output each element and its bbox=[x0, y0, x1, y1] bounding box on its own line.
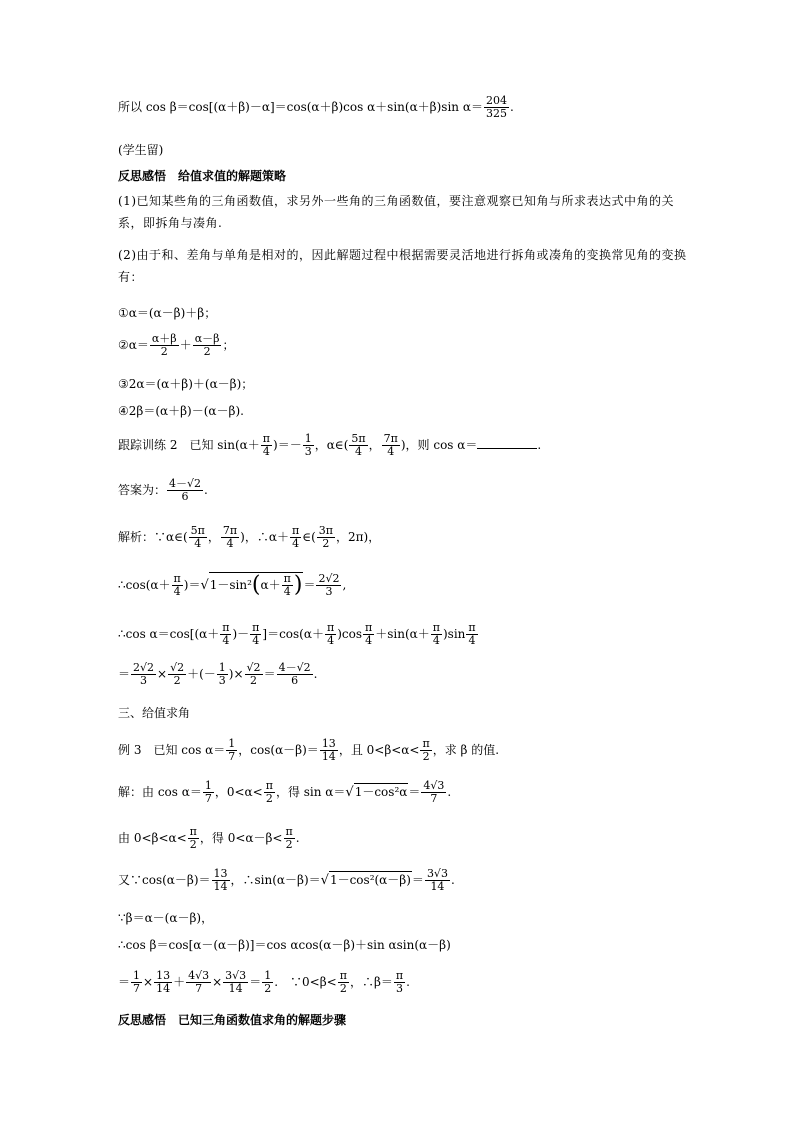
text: 所以 cos β＝cos[(α＋β)－α]＝cos(α＋β)cos α＋sin(α＋β)sin α＝ bbox=[118, 100, 483, 114]
solution-line-4: ∵β＝α－(α－β)， bbox=[118, 911, 214, 925]
reflection-heading-1: 反思感悟 给值求值的解题策略 bbox=[118, 169, 287, 183]
analysis-line-2: ∴cos(α＋ $\frac{\pi}{4}$ )＝√1－sin²(α＋ $\frac{\pi}{4}$ )＝ $\frac{2√2}{3}$ , bbox=[118, 572, 347, 598]
exercise-2-line: 跟踪训练 2 已知 sin(α＋ $\frac{\pi}{4}$ )＝－ $\frac{1}{3}$ ，α∈( $\frac{5\pi}{4}$ ， $\frac{7\pi}{4}$ )，则 cos α＝ . bbox=[118, 432, 542, 458]
analysis-line-3: ∴cos α＝cos[(α＋ $\frac{\pi}{4}$ )－ $\frac{\pi}{4}$ ]＝cos(α＋ $\frac{\pi}{4}$ )cos $\frac{\pi}{4}$ ＋sin(α＋ $\frac{\pi}{4}$ )sin $\frac{\pi}{4}$ bbox=[118, 621, 476, 647]
solution-line-1: 解：由 cos α＝ $\frac{1}{7}$ ，0<α< $\frac{\pi}{2}$ ，得 sin α＝√1－cos²α＝ $\frac{4√3}{7}$ . bbox=[118, 779, 452, 805]
solution-line-5: ∴cos β＝cos[α－(α－β)]＝cos αcos(α－β)＋sin αsin(α－β) bbox=[118, 938, 451, 952]
solution-line-3: 又∵cos(α－β)＝ $\frac{13}{14}$ ，∴sin(α－β)＝√1－cos²(α－β)＝ $\frac{3√3}{14}$ . bbox=[118, 867, 455, 893]
reflection-heading-2: 反思感悟 已知三角函数值求角的解题步骤 bbox=[118, 1013, 347, 1027]
analysis-line-4: ＝ $\frac{2√2}{3}$ × $\frac{√2}{2}$ ＋(－ $\frac{1}{3}$ )× $\frac{√2}{2}$ ＝ $\frac{4-√2}{6}$ . bbox=[118, 661, 318, 687]
cos-beta-result-line: 所以 cos β＝cos[(α＋β)－α]＝cos(α＋β)cos α＋sin(α＋β)sin α＝ $\frac{204}{325}$ . bbox=[118, 94, 514, 120]
analysis-line-1: 解析：∵α∈( $\frac{5\pi}{4}$ ， $\frac{7\pi}{4}$ )，∴α＋ $\frac{\pi}{4}$ ∈( $\frac{3\pi}{2}$ ，2π)， bbox=[118, 524, 381, 550]
strategy-paragraph-2: (2)由于和、差角与单角是相对的，因此解题过程中根据需要灵活地进行拆角或凑角的变换常见角的变换有： bbox=[118, 248, 687, 284]
strategy-paragraph-1: (1)已知某些角的三角函数值，求另外一些角的三角函数值，要注意观察已知角与所求表达式中角的关系，即拆角与凑角. bbox=[118, 194, 675, 230]
answer-line: 答案为： $\frac{4-√2}{6}$ . bbox=[118, 477, 208, 503]
solution-line-6: ＝ $\frac{1}{7}$ × $\frac{13}{14}$ ＋ $\frac{4√3}{7}$ × $\frac{3√3}{14}$ ＝ $\frac{1}{2}$ . ∵0<β< $\frac{\pi}{2}$ ，∴β＝ $\frac{\pi}{3}$ . bbox=[118, 969, 410, 995]
angle-transform-4: ④2β＝(α＋β)－(α－β). bbox=[118, 404, 244, 418]
angle-transform-1: ①α＝(α－β)＋β； bbox=[118, 306, 217, 320]
student-note: (学生留) bbox=[118, 143, 164, 157]
example-3-line: 例 3 已知 cos α＝ $\frac{1}{7}$ ，cos(α－β)＝ $\frac{13}{14}$ ，且 0<β<α< $\frac{\pi}{2}$ ，求 β 的值. bbox=[118, 737, 500, 763]
solution-line-2: 由 0<β<α< $\frac{\pi}{2}$ ，得 0<α－β< $\frac{\pi}{2}$ . bbox=[118, 825, 300, 851]
angle-transform-3: ③2α＝(α＋β)＋(α－β)； bbox=[118, 377, 254, 391]
fraction: $\frac{204}{325}$ bbox=[485, 94, 507, 120]
answer-blank bbox=[477, 436, 537, 449]
angle-transform-2: ②α＝ $\frac{\alpha+\beta}{2}$ ＋ $\frac{\alpha-\beta}{2}$ ； bbox=[118, 332, 235, 358]
section-heading-3: 三、给值求角 bbox=[118, 706, 191, 720]
